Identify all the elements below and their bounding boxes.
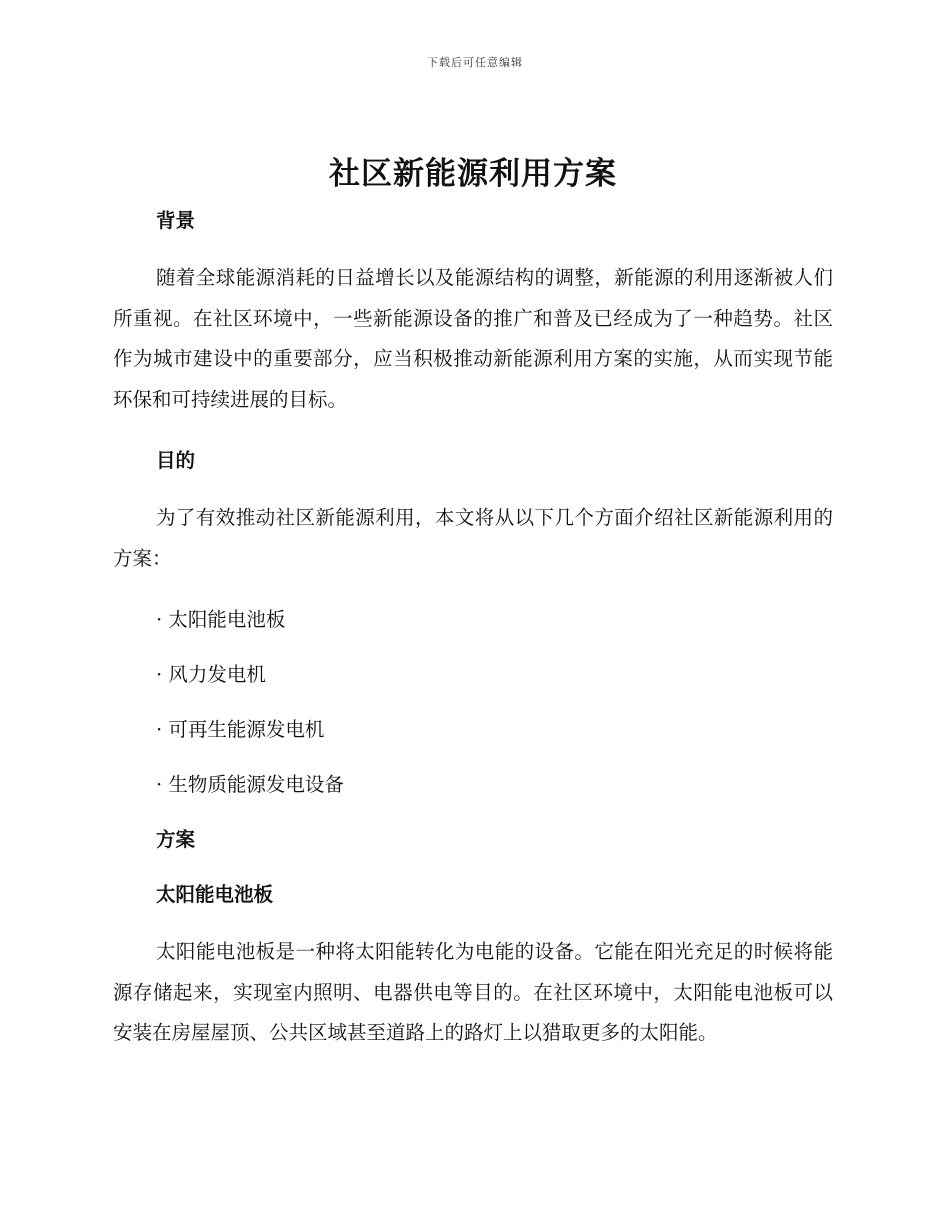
section-heading-purpose: 目的: [156, 449, 196, 472]
section-heading-plan: 方案: [156, 828, 196, 851]
list-item: · 风力发电机: [156, 663, 266, 686]
purpose-paragraph: 为了有效推动社区新能源利用，本文将从以下几个方面介绍社区新能源利用的方案：: [113, 506, 833, 570]
subsection-heading-solar: 太阳能电池板: [156, 883, 274, 906]
solar-paragraph: 太阳能电池板是一种将太阳能转化为电能的设备。它能在阳光充足的时候将能源存储起来，实现室内照明、电器供电等目的。在社区环境中，太阳能电池板可以安装在房屋屋顶、公共区域甚至道路上的路灯上以猎取更多的太阳能。: [113, 940, 833, 1044]
document-body: [113, 148, 833, 1054]
page-header-note: 下载后可任意编辑: [427, 56, 523, 69]
background-paragraph: 随着全球能源消耗的日益增长以及能源结构的调整，新能源的利用逐渐被人们所重视。在社区环境中，一些新能源设备的推广和普及已经成为了一种趋势。社区作为城市建设中的重要部分，应当积极推动新能源利用方案的实施，从而实现节能环保和可持续进展的目标。: [113, 266, 833, 411]
list-item: · 太阳能电池板: [156, 608, 286, 631]
list-item: · 生物质能源发电设备: [156, 773, 344, 796]
section-heading-background: 背景: [156, 209, 196, 232]
document-title: 社区新能源利用方案: [329, 156, 617, 192]
list-item: · 可再生能源发电机: [156, 718, 325, 741]
